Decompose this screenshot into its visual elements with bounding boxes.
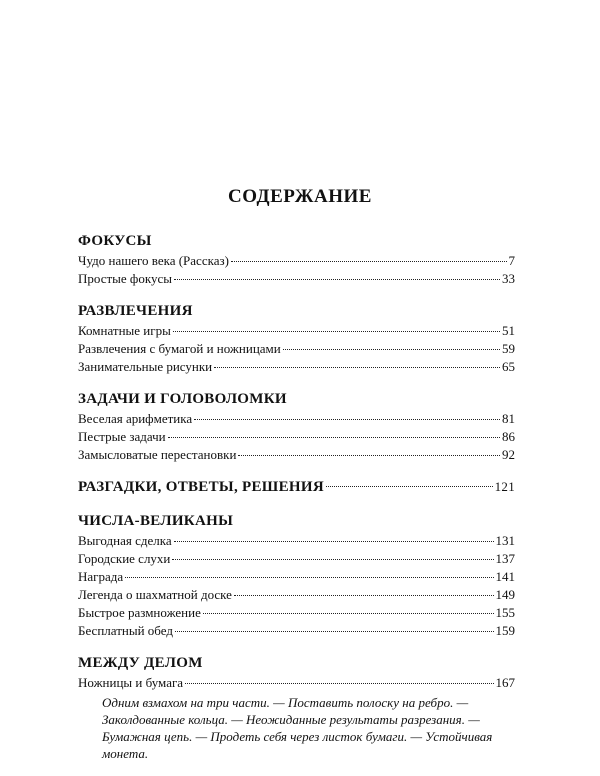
section-entertainment bbox=[78, 302, 515, 376]
toc-entry bbox=[78, 446, 515, 464]
entry-label: Награда bbox=[78, 569, 124, 584]
entry-label: Занимательные рисунки bbox=[78, 359, 213, 374]
subtopics-line: монета. bbox=[102, 746, 149, 761]
entry-page: 167 bbox=[495, 675, 515, 690]
entry-page: 137 bbox=[495, 551, 515, 566]
dot-leader bbox=[185, 683, 493, 684]
section-in-between bbox=[78, 654, 515, 762]
entry-page: 159 bbox=[495, 623, 515, 638]
section-title: ФОКУСЫ bbox=[78, 233, 152, 249]
page-title: СОДЕРЖАНИЕ bbox=[228, 186, 372, 207]
toc-entry bbox=[78, 428, 515, 446]
section-title: МЕЖДУ ДЕЛОМ bbox=[78, 655, 203, 671]
entry-label: Городские слухи bbox=[78, 551, 171, 566]
toc-entry bbox=[78, 252, 515, 270]
entry-label: Комнатные игры bbox=[78, 323, 171, 338]
toc-entry bbox=[78, 270, 515, 288]
entry-page: 33 bbox=[502, 271, 515, 286]
dot-leader bbox=[175, 631, 494, 632]
dot-leader bbox=[125, 577, 493, 578]
toc-entry bbox=[78, 532, 515, 550]
dot-leader bbox=[194, 419, 500, 420]
section-title: РАЗВЛЕЧЕНИЯ bbox=[78, 303, 193, 319]
entry-label: Развлечения с бумагой и ножницами bbox=[78, 341, 281, 356]
entry-page: 51 bbox=[502, 323, 515, 338]
section-title: ЗАДАЧИ И ГОЛОВОЛОМКИ bbox=[78, 391, 287, 407]
toc-entry bbox=[78, 674, 515, 692]
toc-entry bbox=[78, 322, 515, 340]
toc-entry bbox=[78, 358, 515, 376]
entry-page: 149 bbox=[495, 587, 515, 602]
entry-page: 131 bbox=[495, 533, 515, 548]
entry-label: Замысловатые перестановки bbox=[78, 447, 237, 462]
subtopics-line: Одним взмахом на три части. — Поставить полоску на ребро. — bbox=[102, 695, 469, 710]
section-tricks bbox=[78, 232, 515, 288]
section-answers bbox=[78, 478, 515, 496]
toc-entry bbox=[78, 340, 515, 358]
dot-leader bbox=[214, 367, 500, 368]
entry-label: Пестрые задачи bbox=[78, 429, 166, 444]
toc-entry bbox=[78, 622, 515, 640]
section-puzzles bbox=[78, 390, 515, 464]
entry-page: 65 bbox=[502, 359, 515, 374]
section-title: РАЗГАДКИ, ОТВЕТЫ, РЕШЕНИЯ bbox=[78, 479, 324, 495]
entry-label: Веселая арифметика bbox=[78, 411, 193, 426]
toc-entry bbox=[78, 568, 515, 586]
entry-page: 92 bbox=[502, 447, 515, 462]
dot-leader bbox=[326, 486, 493, 487]
entry-label: Чудо нашего века (Рассказ) bbox=[78, 253, 229, 268]
entry-label: Бесплатный обед bbox=[78, 623, 173, 638]
dot-leader bbox=[168, 437, 500, 438]
dot-leader bbox=[238, 455, 500, 456]
subtopics-list bbox=[102, 694, 515, 762]
entry-label: Простые фокусы bbox=[78, 271, 172, 286]
toc-entry bbox=[78, 604, 515, 622]
entry-page: 155 bbox=[495, 605, 515, 620]
entry-label: Быстрое размножение bbox=[78, 605, 201, 620]
entry-label: Ножницы и бумага bbox=[78, 675, 184, 690]
dot-leader bbox=[231, 261, 507, 262]
entry-page: 7 bbox=[508, 253, 515, 268]
dot-leader bbox=[283, 349, 500, 350]
entry-label: Выгодная сделка bbox=[78, 533, 172, 548]
entry-label: Легенда о шахматной доске bbox=[78, 587, 232, 602]
entry-page: 121 bbox=[494, 479, 515, 494]
subtopics-line: Бумажная цепь. — Продеть себя через листок бумаги. — Устойчивая bbox=[102, 729, 493, 744]
toc-entry bbox=[78, 550, 515, 568]
toc-entry bbox=[78, 586, 515, 604]
dot-leader bbox=[234, 595, 494, 596]
dot-leader bbox=[174, 279, 500, 280]
entry-page: 86 bbox=[502, 429, 515, 444]
subtopics-line: Заколдованные кольца. — Неожиданные результаты разрезания. — bbox=[102, 712, 480, 727]
dot-leader bbox=[203, 613, 494, 614]
section-title: ЧИСЛА-ВЕЛИКАНЫ bbox=[78, 513, 234, 529]
toc-entry bbox=[78, 410, 515, 428]
dot-leader bbox=[172, 559, 493, 560]
table-of-contents bbox=[78, 232, 515, 776]
entry-page: 81 bbox=[502, 411, 515, 426]
dot-leader bbox=[174, 541, 494, 542]
entry-page: 59 bbox=[502, 341, 515, 356]
dot-leader bbox=[173, 331, 500, 332]
section-giant-numbers bbox=[78, 512, 515, 640]
entry-page: 141 bbox=[495, 569, 515, 584]
